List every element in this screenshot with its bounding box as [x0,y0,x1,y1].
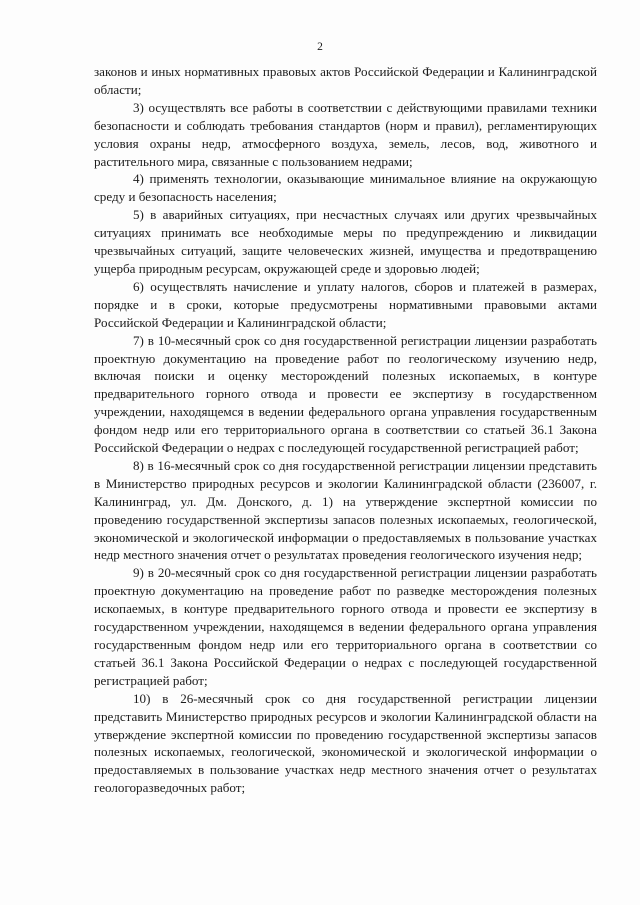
document-body [94,63,597,797]
paragraph-item-8: 8) в 16-месячный срок со дня государственной регистрации лицензии представить в Министерство природных ресурсов и экологии Калининградской области (236007, г. Калининград, ул. Дм. Донского, д. 1) на утверждение экспертной комиссии по проведению государственной экспертизы запасов полезных ископаемых, геологической, экономической и экологической информации о предоставляемых в пользование участках недр местного значения отчет о результатах проведения геологического изучения недр; [94,457,597,563]
paragraph-item-10: 10) в 26-месячный срок со дня государственной регистрации лицензии представить Министерство природных ресурсов и экологии Калининградской области на утверждение экспертной комиссии по проведению государственной экспертизы запасов полезных ископаемых, геологической, экономической и экологической информации о предоставляемых в пользование участках недр местного значения отчет о результатах геологоразведочных работ; [94,690,597,796]
paragraph-continuation: законов и иных нормативных правовых актов Российской Федерации и Калининградской области; [94,64,597,97]
paragraph-item-6: 6) осуществлять начисление и уплату налогов, сборов и платежей в размерах, порядке и в сроки, которые предусмотрены нормативными правовыми актами Российской Федерации и Калининградской области; [94,278,597,330]
paragraph-item-9: 9) в 20-месячный срок со дня государственной регистрации лицензии разработать проектную документацию на проведение работ по разведке месторождения полезных ископаемых, в контуре предварительного горного отвода и провести ее экспертизу в государственном учреждении, находящемся в ведении федерального органа управления государственным фондом недр или его территориального органа в соответствии со статьей 36.1 Закона Российской Федерации о недрах с последующей государственной регистрацией работ; [94,565,597,688]
page-number: 2 [317,41,323,53]
paragraph-item-5: 5) в аварийных ситуациях, при несчастных случаях или других чрезвычайных ситуациях принимать все необходимые меры по предупреждению и ликвидации чрезвычайных ситуаций, защите человеческих жизней, имущества и предотвращению ущерба природным ресурсам, окружающей среде и здоровью людей; [94,207,597,276]
paragraph-item-3: 3) осуществлять все работы в соответствии с действующими правилами техники безопасности и соблюдать требования стандартов (норм и правил), регламентирующих условия охраны недр, атмосферного воздуха, земель, лесов, вод, животного и растительного мира, связанные с пользованием недрами; [94,99,597,169]
paragraph-item-7: 7) в 10-месячный срок со дня государственной регистрации лицензии разработать проектную документацию на проведение работ по геологическому изучению недр, включая поиски и оценку месторождений полезных ископаемых, в контуре предварительного горного отвода и провести ее экспертизу в государственном учреждении, находящемся в ведении федерального органа управления государственным фондом недр или его территориального органа в соответствии со статьей 36.1 Закона Российской Федерации о недрах с последующей государственной регистрацией работ; [94,332,597,456]
paragraph-item-4: 4) применять технологии, оказывающие минимальное влияние на окружающую среду и безопасность населения; [94,171,597,205]
